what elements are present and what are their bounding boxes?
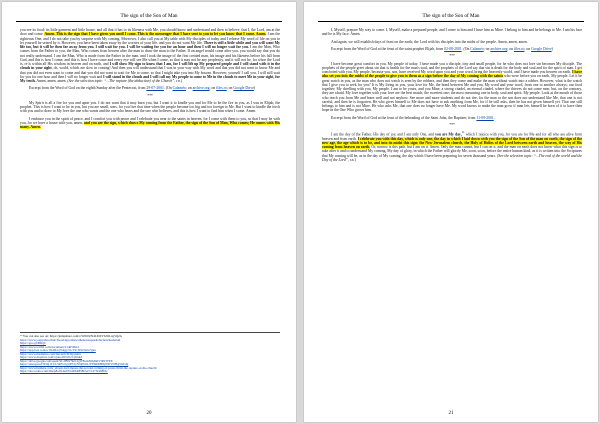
footnote-link[interactable]: https://www.scribd.com/document/214659641 bbox=[20, 345, 80, 349]
running-header: The sign of the Son of Man bbox=[16, 11, 282, 22]
footnote-link[interactable]: https://www.hesheru.com/_ebook-lord-moses-the-second-coming-of-jesus-christ-the-rapture-of-the-church/ bbox=[20, 366, 158, 370]
paragraph: I, Myself, prepare My way to come. I, Myself, make a prepared people, and I come to him and I have him as Mine. I belong to him and he belongs to Me. I am his face and he is My face. Amen. bbox=[322, 28, 582, 37]
right-page-body bbox=[322, 28, 582, 400]
running-header: The sign of the Son of Man bbox=[318, 11, 584, 22]
calameo-link[interactable]: Calaméo bbox=[470, 46, 484, 51]
section-separator: *** bbox=[147, 93, 153, 98]
paragraph: And again, we will establish days of feast on the earth; the Lord with his disciples into the midst of the people. Amen, amen, amen. bbox=[331, 39, 528, 44]
footnote-line: ¹⁰ You can also see on: https://jumpshare.com/v/W6l0UN4LMZV6JOLxg5Q2A bbox=[20, 335, 122, 338]
footnotes bbox=[20, 332, 280, 374]
right-page bbox=[304, 2, 598, 422]
paragraph: you see its food; its little garment and little house, and all that it has to its likeness with Me, you should know and understand and then to believe, that I, the Lord, am at the door and come. Amen. This is the sign that I have given you until I come. This is the messenger that I have sent to you to let you know that I come. Amen. I am the righteous One, and I do not take you by surprise with My coming. Moreover, I also call you at My table with My disciples of today and I release My word of life on you to let yourself be seized by it. However, you have been taken away by the worries of your life, and you do not want My life. There is still a little while and you will want My life too, but it will be then far away from you. I still wait for you. I will be waiting for you for an hour and then I will no longer wait for you. I am the Man, Who comes from the Father to you, the Man, Who comes from heaven after the man to draw the man to the Father. If an angel would come after you, you would say that you do not really understand. I am the Man, Who is made from the Father in the man, and I took the image of the first created man, his image and his likeness before his fall from God, and this is how I came, and this is how I have come and every eye will see Me when I come, so that it may not be any perplexity, and it will not be, for whoe the Lord is, re is within all His wisdom in heaven and on earth, and I will show My sign to know that I am, for I will lift up My prepared people and I will stand with it in the clouds in your sight, oh, world, which are slow in coming! And then you will understand that I was in your way with My word and that you did not want to know Me and that you did not even want to come and that you did not want to wait for Me to come, so that I might take you into My bosom. However, yourself I call you, I will still wait for you for one hour and then I will no longer wait and I will stand in the clouds and I will call my My people to come to Me in the clouds to meet Me in your sight, for My truth. Amen, amen, amen. (See the selection topic: “...The rapture (the abduction) of the Church”, r.n.) bbox=[20, 28, 281, 83]
paragraph: I am the day of the Father. His day of joy, and I am only One, and you are My day,$^{11}$ which I rejoice with you, for you are for Me and for all who are alive from heaven and from earth. I celebrate you with this day, which is only one, the day in which I laid down with you the sign of the Son of the man on earth, the sign of the new age, the age which is to be, and into its midst this sign: the New Jerusalem church, the Holy of Holies of the Lord between earth and heaven, the way of His coming from heaven on earth. Or, narrow is this path, but I am on it. Amen. Only the man cannot, but I can on it, and the man on earth does not know what this sign is to take after it and to understand My coming, My day of glory, in which the Father will glorify Me, soon, soon, before the entire human kind, as it is written into the Scriptures that My coming will be, as in the day of My coming, the day which I have been preparing for seven thousand years. (See the selection topic: “...The end of the world and the Day of the Lord”, r.n.) bbox=[322, 130, 582, 162]
files-ro-link[interactable]: files.ro bbox=[216, 86, 227, 91]
topic-link[interactable]: (See the selection topic: “...The end of the world and the Day of the Lord” bbox=[322, 153, 582, 162]
google-drive-link[interactable]: Google Drive bbox=[531, 46, 552, 51]
paragraph: I embrace you in the spirit of peace, and I comfort you with peace and I celebrate you near to the saints in heaven, for I come with them to you, so that I may be with you, for we have a house with you, amen, and you are the sign, which shows My coming from the Father, the sign of the Son of Man, Who comes; He comes with His many. Amen. bbox=[20, 116, 280, 130]
calameo-link[interactable]: Calaméo bbox=[172, 86, 186, 91]
date-link[interactable]: 02-08-2001 bbox=[444, 46, 462, 51]
archive-link[interactable]: archive.org bbox=[490, 46, 508, 51]
files-ro-link[interactable]: files.ro bbox=[513, 46, 525, 51]
footnote-ref[interactable]: 11 bbox=[461, 130, 465, 135]
date-link[interactable]: 29-07-2001 bbox=[146, 86, 164, 91]
date-link[interactable]: 11-09-2001 bbox=[476, 115, 494, 120]
archive-link[interactable]: archive.org bbox=[192, 86, 210, 91]
footnote-link[interactable]: https://app.box.com/s/1bsf9raq7idqjycl1c1915i9v5s6o7gnu bbox=[20, 349, 96, 353]
excerpt-reference: Excerpt from the Word of God at the feast of the beheading of the Saint John, the Baptizer, from 11-09-2001. bbox=[331, 115, 495, 120]
topic-link[interactable]: (See the selection topic: “...The rapture (the abduction) of the Church” bbox=[67, 79, 175, 83]
highlighted-text: Amen. This is the sign that I have given you until I come. This is the messenger that I have sent to you to let you know that I come. Amen. bbox=[44, 32, 267, 37]
footnote-link[interactable]: https://goo.gl/B6QC bbox=[20, 342, 46, 346]
page-number: 20 bbox=[146, 411, 152, 416]
highlighted-text: I celebrate you with this day, which is only one, the day in which I laid down with you the sign of the Son of the man on earth, the sign of the new age, the age which is to be, and into its midst this sign: the New Jerusalem church, the Holy of Holies of the Lord between earth and heaven, the way of His coming from heaven on earth. bbox=[322, 136, 582, 150]
paragraph: I have become great comfort in you, My people of today. I have made you a disciple, tiny and small people, for he who does not love sin becomes My disciple. The prophets of the people greet about sin that is health for the man's soul, and the prophets of the Lord say that sin is death for the body and soul and for the spirit of man. I get comforted with you, My people, because you, son, have received My word upon you and your word, bring the heavenly world, and I have made you heaven on earth. I have also set you into the midst of the people to give you to them as a sign before the day of My coming with the saints who were before you on earth, My people. Let it be great watch in you, as the man who does not watch is seen by the robbers, and then they come and make the man without watch into a robber. However, what is the watch that I give you to seek for you? It is My living in you, your love for Me, the bond between Me and you, My word and your word, from one to another always; our food together; My dwelling with you, My people. I am to be yours, and you Mine, a strong citadel, an eternal citadel, where the thieves do not come near, but, on the contrary, they are afraid. My love together with your love are the best match; the sweetest one; the most reassuring one in body, soul and spirit. My people. Look at the mouth of those who teach you from Me and learn well and not anyhow. See more and more students and do not tire, for the man or the son does not understand like Me, that one is not careful, and then he is forgotten. He who gives himself to Me does not have to ask anything from Me, for if he still asks, then he has not given himself yet. That one still belongs to him and is not Mine. He who asks Me, that one does no longer have Me. My word knows to make the man grow if man lets himself be born of it to have then hope in the One Who grows him. bbox=[322, 61, 583, 113]
page-number: 21 bbox=[448, 411, 454, 416]
footnote-link[interactable]: https://docs.zoho.com/file/p8ofl14a67bbf284f858b5a7c1275f4b8bbc bbox=[20, 370, 108, 374]
footnote-link[interactable]: https://www.yogiyahoochurchworldgoodnewsthenewsupasabduction/heeharuh bbox=[20, 338, 121, 342]
paragraph: My Spirit is all a fire for you and upon you. I do not want that it may burn you, but I want it to kindle you and for Me to be the fire in you, as I was in Elijah, the prophet. This is how I want to be in you, but you are small, sons, for you live that time when the people became too big and too foreign to Me. But I want to kindle the torch with you and to draw to My love the one who wants and the one who hears and the one who believes, and this is how I want to find him when I come. Amen. bbox=[20, 100, 280, 114]
google-drive-link[interactable]: Google Drive bbox=[233, 86, 254, 91]
footnote-link[interactable]: https://onespace/f5ElQ1TLT-SRY2cgrjFF/fy5NR7mL7FPRD6H8ylNbVDH@md/dg bbox=[20, 363, 129, 367]
highlighted-text: and you are the sign, which shows My coming from the Father, the sign of the Son of Man, Who comes; He comes with His many. Amen. bbox=[20, 121, 280, 130]
excerpt-reference: Excerpt from the Word of God at the feast of the saint prophet Elijah, from 02-08-2001. (On Calaméo; on archive.org; on files.ro; on Google Drive) bbox=[331, 46, 553, 51]
footnote-link[interactable]: https://www.mediafire.com/file/xr6vl032prxhnt bbox=[20, 352, 81, 356]
footnote-link[interactable]: https://www.dropbox.com/s/pkoobf5vhc5q5mkd bbox=[20, 356, 82, 360]
footnote-link[interactable]: https://drive.google.com/open?id=0BlV5kl12gW8xckNiMnlIVlRVWEE bbox=[20, 359, 113, 363]
highlighted-text: I have also set you into the midst of the people to give you to them as a sign before the day of My coming with the saints bbox=[322, 70, 582, 79]
section-separator: *** bbox=[449, 54, 455, 59]
left-page bbox=[2, 2, 296, 422]
excerpt-reference: Excerpt from the Word of God on the eighth Sunday after the Pentecost, from 29-07-2001. (On Calaméo; on archive.org; on files.ro; on Google Drive) bbox=[29, 86, 256, 91]
section-separator: *** bbox=[449, 122, 455, 127]
